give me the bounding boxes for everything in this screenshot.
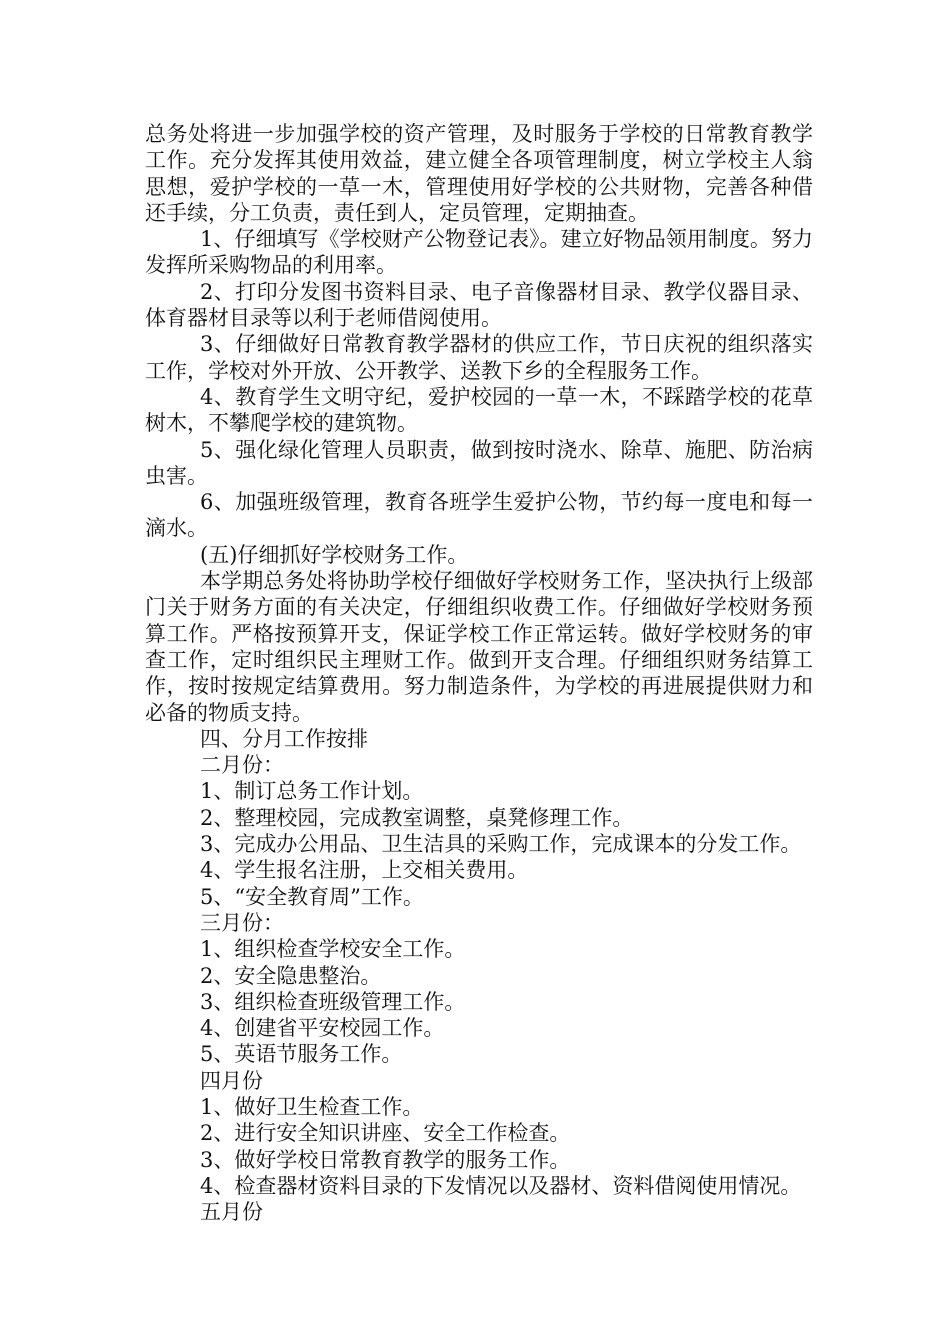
list-item: 4、创建省平安校园工作。 (200, 1016, 445, 1041)
list-item: 2、整理校园，完成教室调整，桌凳修理工作。 (200, 805, 634, 830)
list-item: 4、学生报名注册，上交相关费用。 (200, 858, 529, 883)
section-heading-finance: (五)仔细抓好学校财务工作。 (200, 542, 469, 567)
paragraph-item-6: 6、加强班级管理，教育各班学生爱护公物，节约每一度电和每一滴水。 (145, 490, 813, 541)
paragraph-finance: 本学期总务处将协助学校仔细做好学校财务工作，坚决执行上级部门关于财务方面的有关决定，仔细组织收费工作。仔细做好学校财务预算工作。严格按预算开支，保证学校工作正常运转。做好学校财务的审查工作，定时组织民主理财工作。做到开支合理。仔细组织财务结算工作，按时按规定结算费用。努力制造条件，为学校的再进展提供财力和必备的物质支持。 (145, 569, 813, 725)
paragraph-asset-management: 总务处将进一步加强学校的资产管理，及时服务于学校的日常教育教学工作。充分发挥其使用效益，建立健全各项管理制度，树立学校主人翁思想，爱护学校的一草一木，管理使用好学校的公共财物，完善各种借还手续，分工负责，责任到人，定员管理，定期抽查。 (145, 122, 813, 225)
paragraph-item-2: 2、打印分发图书资料目录、电子音像器材目录、教学仪器目录、体育器材目录等以利于老师借阅使用。 (145, 279, 813, 331)
list-item: 3、做好学校日常教育教学的服务工作。 (200, 1147, 571, 1172)
list-item: 3、组织检查班级管理工作。 (200, 989, 466, 1014)
month-heading-april: 四月份 (200, 1068, 263, 1093)
paragraph-item-1: 1、仔细填写《学校财产公物登记表》。建立好物品领用制度。努力发挥所采购物品的利用率。 (145, 227, 813, 278)
document-body (145, 121, 813, 1225)
list-item: 4、检查器材资料目录的下发情况以及器材、资料借阅使用情况。 (200, 1173, 802, 1198)
list-item: 2、安全隐患整治。 (200, 963, 382, 988)
month-heading-march: 三月份： (200, 910, 284, 935)
list-item: 3、完成办公用品、卫生洁具的采购工作，完成课本的分发工作。 (200, 832, 802, 857)
list-item: 1、组织检查学校安全工作。 (200, 937, 466, 962)
list-item: 5、“安全教育周”工作。 (200, 884, 424, 909)
month-heading-february: 二月份： (200, 753, 284, 778)
list-item: 2、进行安全知识讲座、安全工作检查。 (200, 1121, 571, 1146)
paragraph-item-3: 3、仔细做好日常教育教学器材的供应工作，节日庆祝的组织落实工作，学校对外开放、公开教学、送教下乡的全程服务工作。 (145, 332, 813, 383)
paragraph-item-4: 4、教育学生文明守纪，爱护校园的一草一木，不踩踏学校的花草树木，不攀爬学校的建筑物。 (145, 384, 813, 436)
section-heading-monthly-plan: 四、分月工作按排 (200, 726, 368, 751)
paragraph-item-5: 5、强化绿化管理人员职责，做到按时浇水、除草、施肥、防治病虫害。 (145, 437, 813, 488)
list-item: 5、英语节服务工作。 (200, 1042, 403, 1067)
list-item: 1、制订总务工作计划。 (200, 779, 424, 804)
list-item: 1、做好卫生检查工作。 (200, 1094, 424, 1119)
month-heading-may: 五月份 (200, 1200, 263, 1225)
